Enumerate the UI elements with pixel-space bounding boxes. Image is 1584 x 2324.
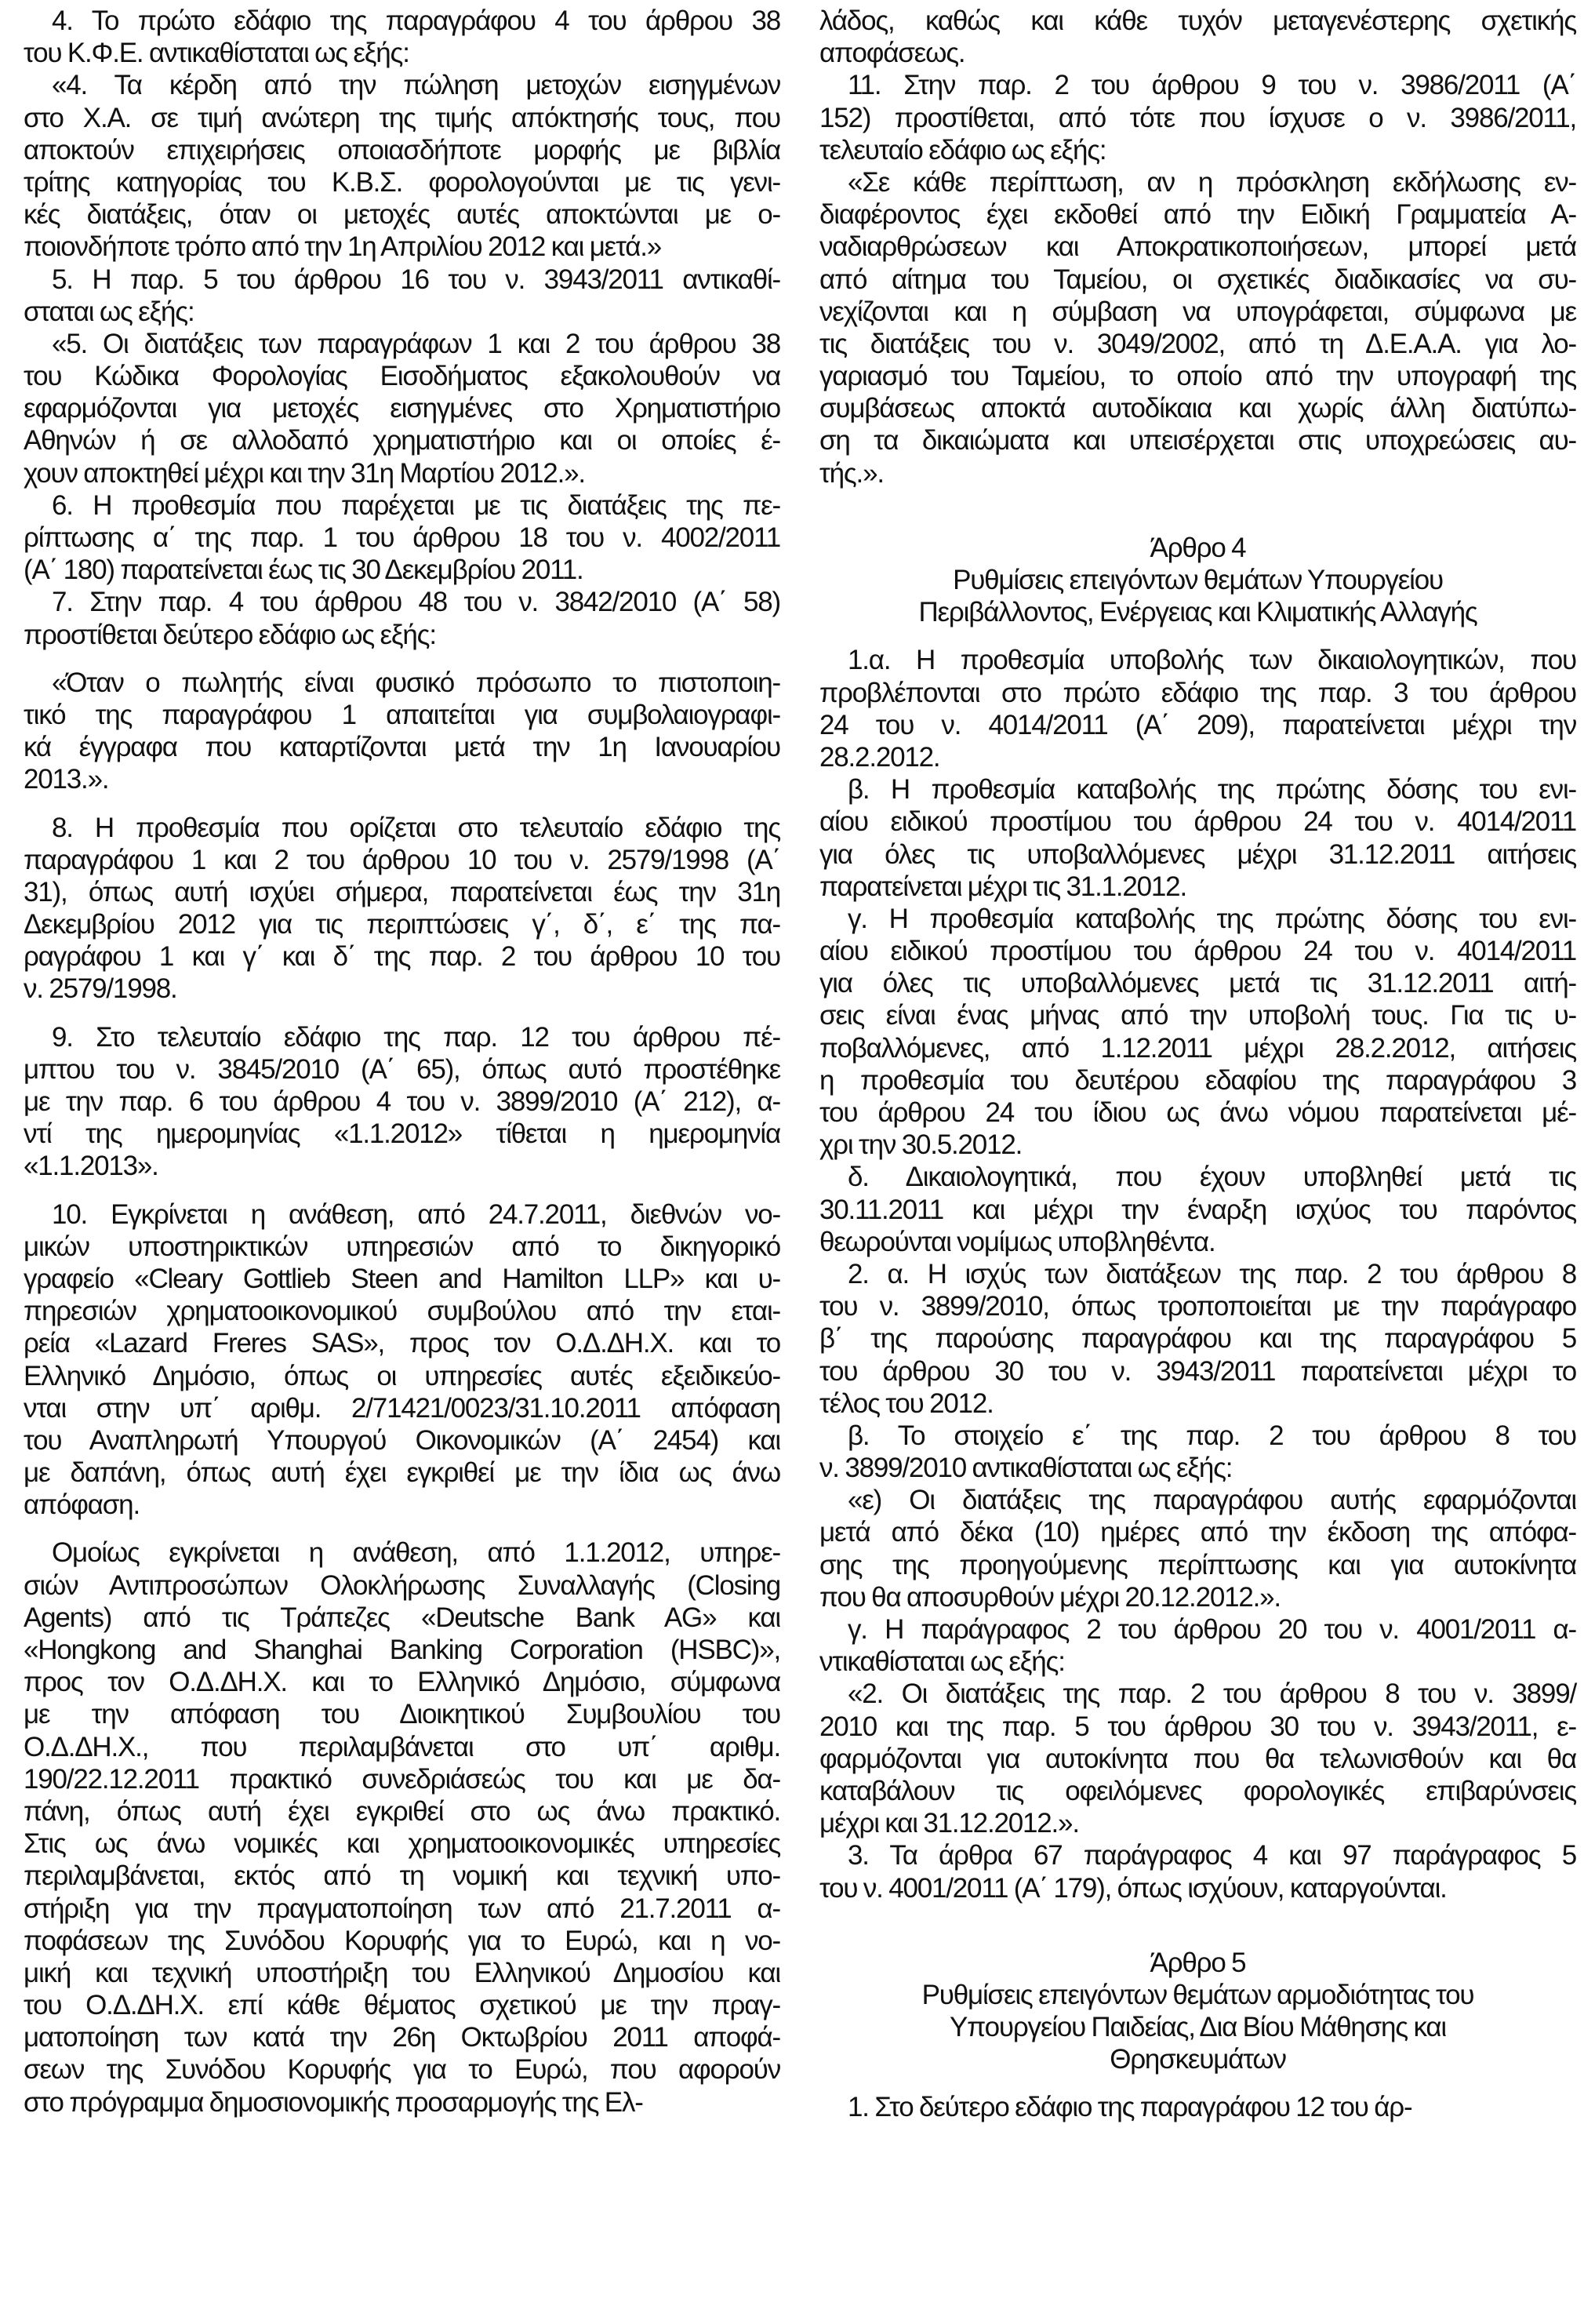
text-line: αίου ειδικού προστίμου του άρθρου 24 του ν. 4014/2011 [819,936,1576,967]
text-line: 24 του ν. 4014/2011 (Α΄ 209), παρατείνεται μέχρι την [819,709,1576,740]
text-line: πηρεσιών χρηματοοικονομικού συμβούλου από την εται- [24,1296,780,1327]
text-line: δ. Δικαιολογητικά, που έχουν υποβληθεί μετά τις [848,1162,1576,1193]
text-line: στο πρόγραμμα δημοσιονομικής προσαρμογής της Ελ- [24,2086,643,2118]
text-line: σιών Αντιπροσώπων Ολοκλήρωσης Συναλλαγής (Closing [24,1569,780,1601]
paragraph [24,1021,780,1183]
text-line: αίου ειδικού προστίμου του άρθρου 24 του ν. 4014/2011 [819,806,1576,838]
text-line: αποκτούν επιχειρήσεις οποιασδήποτε μορφής με βιβλία [24,134,780,165]
text-line: στο Χ.Α. σε τιμή ανώτερη της τιμής απόκτησής τους, που [24,102,780,133]
paragraph [819,2091,1576,2123]
text-line: μπτου του ν. 3845/2010 (Α΄ 65), όπως αυτό προστέθηκε [24,1053,780,1085]
text-line: ρίπτωσης α΄ της παρ. 1 του άρθρου 18 του ν. 4002/2011 [24,522,780,553]
text-line: με δαπάνη, όπως αυτή έχει εγκριθεί με την ίδια ως άνω [24,1457,780,1489]
article-title-line: Υπουργείου Παιδείας, Δια Βίου Μάθησης και [950,2012,1446,2043]
text-line: 1.α. Η προθεσμία υποβολής των δικαιολογητικών, που [848,645,1576,676]
text-line: προς τον Ο.Δ.ΔΗ.Χ. και το Ελληνικό Δημόσιο, σύμφωνα [24,1667,780,1698]
text-line: ρεία «Lazard Freres SAS», προς τον Ο.Δ.ΔΗ.Χ. και το [24,1328,780,1359]
text-line: με την παρ. 6 του άρθρου 4 του ν. 3899/2010 (Α΄ 212), α- [24,1086,780,1117]
text-line: Agents) από τις Τράπεζες «Deutsche Bank AG» και [24,1602,780,1633]
text-line: τρίτης κατηγορίας του Κ.Β.Σ. φορολογούνται με τις γενι- [24,166,780,198]
paragraph [24,5,780,69]
text-line: θεωρούνται νομίμως υποβληθέντα. [819,1226,1215,1257]
text-line: παρατείνεται μέχρι τις 31.1.2012. [819,871,1186,902]
spacer [819,628,1576,644]
text-line: χουν αποκτηθεί μέχρι και την 31η Μαρτίου 2012.». [24,457,585,489]
text-line: τής.». [819,457,884,489]
paragraph [24,489,780,587]
text-line: προβλέπονται στο πρώτο εδάφιο της παρ. 3 του άρθρου [819,677,1576,708]
text-line: 190/22.12.2011 πρακτικό συνεδριάσεώς του και με δα- [24,1763,780,1795]
text-line: κά έγγραφα που καταρτίζονται μετά την 1η Ιανουαρίου [24,732,780,763]
text-line: τικό της παραγράφου 1 απαιτείται για συμβολαιογραφι- [24,699,780,730]
text-line: 9. Στο τελευταίο εδάφιο της παρ. 12 του άρθρου πέ- [52,1021,780,1053]
article-heading [819,532,1576,629]
paragraph [819,5,1576,69]
paragraph [819,1484,1576,1613]
paragraph [819,773,1576,903]
text-line: γαριασμό του Ταμείου, το οποίο από την υπογραφή της [819,361,1576,392]
text-line: πάνη, όπως αυτή έχει εγκριθεί στο ως άνω πρακτικό. [24,1795,780,1827]
text-line: από αίτημα του Ταμείου, οι σχετικές διαδικασίες να συ- [819,264,1576,295]
paragraph [24,328,780,489]
text-line: λάδος, καθώς και κάθε τυχόν μεταγενέστερης σχετικής [819,5,1576,36]
text-line: Ο.Δ.ΔΗ.Χ., που περιλαμβάνεται στο υπ΄ αριθμ. [24,1731,780,1762]
paragraph [819,166,1576,489]
paragraph [24,1537,780,2118]
text-line: «5. Οι διατάξεις των παραγράφων 1 και 2 του άρθρου 38 [52,328,780,359]
text-line: 2010 και της παρ. 5 του άρθρου 30 του ν. 3943/2011, ε- [819,1711,1576,1742]
paragraph [819,1839,1576,1904]
paragraph [819,1258,1576,1420]
paragraph [819,903,1576,1162]
text-line: μετά από δέκα (10) ημέρες από την έκδοση της απόφα- [819,1517,1576,1548]
text-line: σεις είναι ένας μήνας από την υποβολή τους. Για τις υ- [819,1000,1576,1031]
text-line: σης της προηγούμενης περίπτωσης και για αυτοκίνητα [819,1549,1576,1580]
text-line: β. Η προθεσμία καταβολής της πρώτης δόσης του ενι- [848,774,1576,806]
paragraph [24,586,780,650]
spacer [819,1904,1576,1947]
text-line: 10. Εγκρίνεται η ανάθεση, από 24.7.2011, διεθνών νο- [52,1198,780,1230]
article-number: Άρθρο 4 [1150,532,1246,563]
text-line: απόφαση. [24,1489,140,1521]
text-line: του Κ.Φ.Ε. αντικαθίσταται ως εξής: [24,38,409,69]
text-line: «Σε κάθε περίπτωση, αν η πρόσκληση εκδήλωσης εν- [848,166,1576,198]
text-line: β. Το στοιχείο ε΄ της παρ. 2 του άρθρου 8 του [848,1420,1576,1451]
text-line: 152) προστίθεται, από τότε που ίσχυσε ο ν. 3986/2011, [819,102,1576,133]
text-line: για όλες τις υποβαλλόμενες μέχρι 31.12.2011 αιτήσεις [819,838,1576,870]
text-line: σεων της Συνόδου Κορυφής για το Ευρώ, που αφορούν [24,2054,780,2086]
paragraph [819,1420,1576,1484]
text-line: Ελληνικό Δημόσιο, όπως οι υπηρεσίες αυτές εξειδικεύο- [24,1360,780,1391]
spacer [24,1006,780,1021]
right-column [819,5,1576,2124]
paragraph [24,1198,780,1522]
text-line: του ν. 4001/2011 (Α΄ 179), όπως ισχύουν, καταργούνται. [819,1872,1447,1904]
text-line: του Κώδικα Φορολογίας Εισοδήματος εξακολουθούν να [24,361,780,392]
text-line: του άρθρου 24 του ίδιου ως άνω νόμου παρατείνεται μέ- [819,1097,1576,1128]
text-line: στήριξη για την πραγματοποίηση των από 21.7.2011 α- [24,1893,780,1924]
paragraph [819,1613,1576,1678]
text-line: «ε) Οι διατάξεις της παραγράφου αυτής εφαρμόζονται [848,1485,1576,1516]
spacer [819,2075,1576,2091]
paragraph [24,264,780,328]
text-line: η προθεσμία του δευτέρου εδαφίου της παραγράφου 3 [819,1064,1576,1096]
text-line: παραγράφου 1 και 2 του άρθρου 10 του ν. 2579/1998 (Α΄ [24,844,780,875]
paragraph [819,69,1576,166]
article-title-line: Θρησκευμάτων [1110,2044,1286,2075]
text-line: τέλος του 2012. [819,1387,994,1419]
paragraph [819,644,1576,773]
text-line: αποφάσεως. [819,38,965,69]
text-line: ποφάσεων της Συνόδου Κορυφής για το Ευρώ, και η νο- [24,1925,780,1956]
article-title-line: Περιβάλλοντος, Ενέργειας και Κλιματικής Αλλαγής [918,597,1477,628]
text-line: «Hongkong and Shanghai Banking Corporation (HSBC)», [24,1635,780,1665]
text-line: εφαρμόζονται για μετοχές εισηγμένες στο Χρηματιστήριο [24,393,780,424]
text-line: 4. Το πρώτο εδάφιο της παραγράφου 4 του άρθρου 38 [52,5,780,36]
text-line: κές διατάξεις, όταν οι μετοχές αυτές αποκτώνται με ο- [24,199,780,231]
text-line: Αθηνών ή σε αλλοδαπό χρηματιστήριο και οι οποίες έ- [24,425,780,456]
text-line: του Ο.Δ.ΔΗ.Χ. επί κάθε θέματος σχετικού με την πραγ- [24,1990,780,2021]
text-line: ποιονδήποτε τρόπο από την 1η Απριλίου 2012 και μετά.» [24,231,662,263]
text-line: του άρθρου 30 του ν. 3943/2011 παρατείνεται μέχρι το [819,1355,1576,1387]
text-line: μική και τεχνική υποστήριξη του Ελληνικού Δημοσίου και [24,1957,780,1988]
article-title-line: Ρυθμίσεις επειγόντων θεμάτων αρμοδιότητας του [921,1979,1474,2010]
text-line: του Αναπληρωτή Υπουργού Οικονομικών (Α΄ 2454) και [24,1424,780,1456]
spacer [24,651,780,667]
text-line: ναδιαρθρώσεων και Αποκρατικοποιήσεων, μπορεί μετά [819,231,1576,263]
paragraph [24,69,780,263]
text-line: 2013.». [24,764,109,795]
spacer [819,489,1576,532]
text-line: «2. Οι διατάξεις της παρ. 2 του άρθρου 8 του ν. 3899/ [848,1678,1576,1710]
text-line: β΄ της παρούσης παραγράφου και της παραγράφου 5 [819,1323,1576,1355]
text-line: χρι την 30.5.2012. [819,1129,1023,1161]
text-line: γ. Η παράγραφος 2 του άρθρου 20 του ν. 4001/2011 α- [848,1614,1576,1645]
text-line: ντικαθίσταται ως εξής: [819,1646,1065,1678]
text-line: 30.11.2011 και μέχρι την έναρξη ισχύος του παρόντος [819,1194,1576,1225]
text-line: ν. 3899/2010 αντικαθίσταται ως εξής: [819,1453,1233,1484]
text-line: τελευταίο εδάφιο ως εξής: [819,134,1106,165]
text-line: ραγράφου 1 και γ΄ και δ΄ της παρ. 2 του άρθρου 10 του [24,941,780,973]
text-line: Ομοίως εγκρίνεται η ανάθεση, από 1.1.2012, υπηρε- [52,1537,780,1569]
text-line: 2. α. Η ισχύς των διατάξεων της παρ. 2 του άρθρου 8 [848,1258,1576,1289]
text-line: που θα αποσυρθούν μέχρι 20.12.2012.». [819,1581,1281,1613]
text-line: μικών υποστηρικτικών υπηρεσιών από το δικηγορικό [24,1231,780,1262]
text-line: γραφείο «Cleary Gottlieb Steen and Hamilton LLP» και υ- [24,1263,780,1294]
text-line: 3. Τα άρθρα 67 παράγραφος 4 και 97 παράγραφος 5 [848,1840,1576,1871]
text-line: 31), όπως αυτή ισχύει σήμερα, παρατείνεται έως την 31η [24,876,780,907]
text-line: «Όταν ο πωλητής είναι φυσικό πρόσωπο το πιστοποιη- [52,667,780,698]
spacer [24,1183,780,1198]
text-line: με την απόφαση του Διοικητικού Συμβουλίου του [24,1699,780,1730]
text-line: 6. Η προθεσμία που παρέχεται με τις διατάξεις της πε- [52,489,780,521]
text-line: ση τα δικαιώματα και υπεισέρχεται στις υποχρεώσεις αυ- [819,425,1576,456]
spacer [24,1521,780,1537]
text-line: 28.2.2012. [819,741,940,773]
text-line: νται στην υπ΄ αριθμ. 2/71421/0023/31.10.2011 απόφαση [24,1392,780,1424]
text-line: 1. Στο δεύτερο εδάφιο της παραγράφου 12 του άρ- [848,2092,1412,2123]
text-line: προστίθεται δεύτερο εδάφιο ως εξής: [24,619,436,650]
text-line: διαφέροντος έχει εκδοθεί από την Ειδική Γραμματεία Α- [819,199,1576,231]
text-line: 7. Στην παρ. 4 του άρθρου 48 του ν. 3842/2010 (Α΄ 58) [52,587,780,618]
text-line: ν. 2579/1998. [24,973,177,1005]
text-line: συμβάσεως αποκτά αυτοδίκαια και χωρίς άλλη διατύπω- [819,393,1576,424]
paragraph [819,1161,1576,1258]
text-line: 11. Στην παρ. 2 του άρθρου 9 του ν. 3986/2011 (Α΄ [848,70,1576,101]
text-line: «4. Τα κέρδη από την πώληση μετοχών εισηγμένων [52,70,780,101]
text-line: ντί της ημερομηνίας «1.1.2012» τίθεται η ημερομηνία [24,1118,780,1150]
spacer [24,796,780,812]
text-line: (Α΄ 180) παρατείνεται έως τις 30 Δεκεμβρίου 2011. [24,555,583,586]
text-line: Στις ως άνω νομικές και χρηματοοικονομικές υπηρεσίες [24,1828,780,1860]
article-title-line: Ρυθμίσεις επειγόντων θεμάτων Υπουργείου [953,565,1443,595]
text-line: μέχρι και 31.12.2012.». [819,1808,1079,1839]
article-number: Άρθρο 5 [1150,1947,1246,1978]
left-column [24,5,780,2119]
article-heading [819,1947,1576,2076]
text-line: 5. Η παρ. 5 του άρθρου 16 του ν. 3943/2011 αντικαθί- [52,264,780,295]
text-line: σταται ως εξής: [24,296,194,327]
text-line: του ν. 3899/2010, όπως τροποποιείται με την παράγραφο [819,1291,1576,1322]
text-line: νεχίζονται και η σύμβαση να υπογράφεται, σύμφωνα με [819,296,1576,327]
text-line: καταβάλουν τις οφειλόμενες φορολογικές επιβαρύνσεις [819,1775,1576,1806]
text-line: «1.1.2013». [24,1151,158,1182]
text-line: ματοποίηση των κατά την 26η Οκτωβρίου 2011 αποφά- [24,2022,780,2053]
text-line: γ. Η προθεσμία καταβολής της πρώτης δόσης του ενι- [848,903,1576,934]
text-line: για όλες τις υποβαλλόμενες μετά τις 31.12.2011 αιτή- [819,968,1576,999]
text-line: περιλαμβάνεται, εκτός από τη νομική και τεχνική υπο- [24,1860,780,1892]
paragraph [24,667,780,796]
text-line: τις διατάξεις του ν. 3049/2002, από τη Δ.Ε.Α.Α. για λο- [819,328,1576,359]
text-line: ποβαλλόμενες, από 1.12.2011 μέχρι 28.2.2012, αιτήσεις [819,1032,1576,1064]
paragraph [24,812,780,1006]
text-line: Δεκεμβρίου 2012 για τις περιπτώσεις γ΄, δ΄, ε΄ της πα- [24,909,780,940]
text-line: 8. Η προθεσμία που ορίζεται στο τελευταίο εδάφιο της [52,812,780,843]
paragraph [819,1678,1576,1839]
text-line: φαρμόζονται για αυτοκίνητα που θα τελωνισθούν και θα [819,1743,1576,1774]
